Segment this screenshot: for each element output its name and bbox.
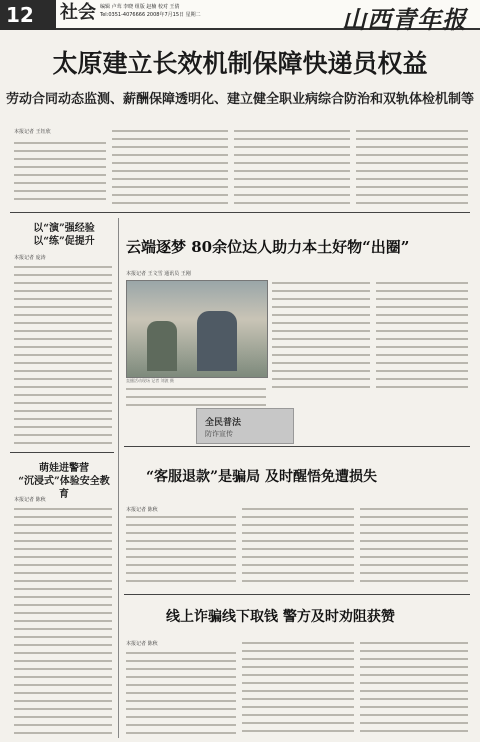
story-refund-byline: 本报记者 陈秋 [126, 507, 158, 513]
story-left1-title-line2: 以“练”促提升 [33, 236, 95, 247]
story-center-body-col2 [272, 280, 370, 390]
story-left1-byline: 本报记者 庞涛 [14, 255, 46, 261]
story-center-byline: 本报记者 王文雪 通讯员 王刚 [126, 271, 191, 277]
story-fraud-body-col2 [242, 640, 354, 736]
divider [10, 212, 470, 213]
photo-person-figure [147, 321, 177, 371]
photo-caption: 直播活动现场 记者 刘波 摄 [126, 378, 174, 383]
lead-body-col3 [234, 128, 350, 206]
promo-banner [196, 408, 294, 444]
story-fraud-body-col1 [126, 650, 236, 736]
lead-headline: 太原建立长效机制保障快递员权益 [52, 49, 428, 78]
lead-byline: 本报记者 王钰欣 [14, 129, 51, 135]
story-left2-title-line1: 萌娃进警营 [39, 463, 89, 474]
lead-body-col2 [112, 128, 228, 206]
story-left2-byline: 本报记者 陈秋 [14, 497, 46, 503]
divider [124, 446, 470, 447]
header-editors: 编辑 卢茸 李晓 组版 赵楠 校对 王倩 [100, 4, 180, 10]
story-left2-body [14, 506, 112, 734]
story-refund-body-col2 [242, 506, 354, 588]
story-fraud-body-col3 [360, 640, 468, 736]
story-left1-body [14, 264, 112, 444]
lead-body-col4 [356, 128, 468, 206]
lead-subheadline: 劳动合同动态监测、薪酬保障透明化、建立健全职业病综合防治和双轨体检机制等 [5, 92, 474, 107]
header-info [100, 3, 320, 19]
divider [124, 594, 470, 595]
column-divider [118, 218, 119, 738]
story-fraud-headline: 线上诈骗线下取钱 警方及时劝阻获赞 [166, 609, 395, 625]
story-center-body-col1 [126, 386, 266, 406]
section-name: 社会 [60, 2, 96, 23]
story-refund-body-col3 [360, 506, 468, 588]
newspaper-logo: 山西青年报 [342, 5, 467, 34]
story-left1-headline [14, 222, 114, 248]
promo-sublabel: 防诈宣传 [205, 430, 233, 438]
promo-label: 全民普法 [205, 418, 242, 428]
header-contact-date: Tel:0351-4076666 2008年7月15日 星期二 [100, 12, 201, 18]
story-refund-headline: “客服退款”是骗局 及时醒悟免遭损失 [146, 469, 377, 485]
page-number: 12 [0, 0, 56, 30]
story-refund-body-col1 [126, 514, 236, 588]
story-left2-title-line2: “沉浸式”体验安全教育 [18, 476, 110, 500]
story-center-headline: 云端逐梦 80余位达人助力本土好物“出圈” [126, 238, 410, 256]
photo-person-figure [197, 311, 237, 371]
story-center-body-col3 [376, 280, 468, 390]
lead-body-col1 [14, 140, 106, 206]
story-left1-title-line1: 以“演”强经验 [33, 223, 95, 234]
event-photo [126, 280, 268, 378]
divider [10, 452, 114, 453]
story-fraud-byline: 本报记者 陈秋 [126, 641, 158, 647]
